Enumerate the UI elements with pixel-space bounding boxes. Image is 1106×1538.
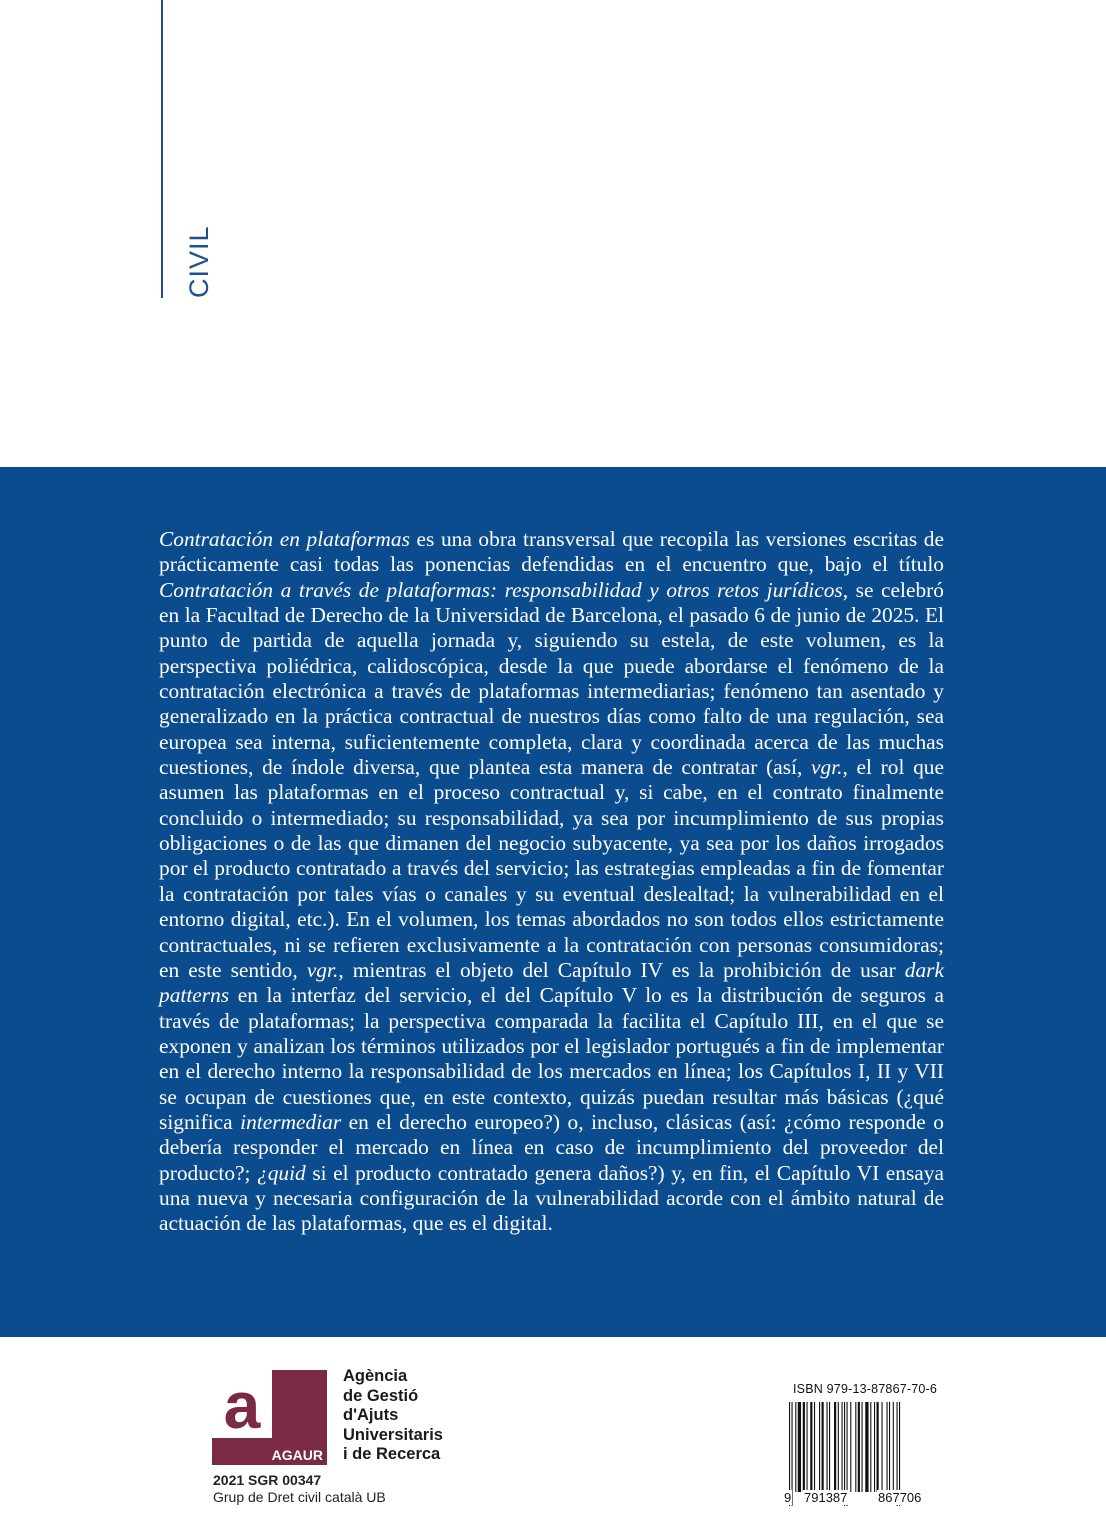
blurb-italic-segment: Contratación en plataformas <box>159 527 410 551</box>
blurb-segment: , mientras el objeto del Capítulo IV es la prohibición de usar <box>338 957 905 982</box>
research-group: Grup de Dret civil català UB <box>213 1489 386 1505</box>
agaur-name <box>343 1367 443 1465</box>
agaur-logo-letter: a <box>223 1370 261 1438</box>
blurb-segment: , se celebró en la Facultad de Derecho de la Universidad de Barcelona, el pasado 6 de junio de 2025. El punto de partida de aquella jornada y, siguiendo su estela, de este volumen, es la perspectiva poliédrica, calidoscópica, desde la que puede abordarse el fenómeno de la contratación electrónica a través de plataformas intermediarias; fenómeno tan asentado y generalizado en la práctica contractual de nuestros días como falto de una regulación, sea europea sea interna, suficientemente completa, clara y coordinada acerca de las muchas cuestiones, de índole diversa, que plantea esta manera de contratar (así, <box>159 577 944 780</box>
barcode-digit-left: 791387 <box>804 1490 848 1505</box>
book-blurb <box>159 527 944 1237</box>
blurb-italic-segment: Contratación a través de plataformas: responsabilidad y otros retos jurídicos <box>159 577 843 602</box>
grant-code: 2021 SGR 00347 <box>213 1472 322 1488</box>
blurb-italic-segment: intermediar <box>240 1109 342 1134</box>
agaur-logo <box>212 1370 327 1465</box>
blurb-segment: en el derecho europeo?) o, incluso, clásicas (así: ¿cómo responde o debería responder el mercado en línea en caso de incumplimiento del proveedor del producto?; <box>159 1109 944 1185</box>
blurb-italic-segment: vgr. <box>811 755 843 780</box>
agaur-name-line: Universitaris <box>343 1425 443 1444</box>
spine-rule <box>161 0 163 298</box>
barcode-digit-lead: 9 <box>784 1490 792 1505</box>
blurb-segment: , el rol que asumen las plataformas en el proceso contractual y, si cabe, en el contrato finalmente concluido o intermediado; su responsabilidad, ya sea por incumplimiento de sus propias obligaciones o de las que dimanen del negocio subyacente, ya sea por los daños irrogados por el producto contratado a través del servicio; las estrategias empleadas a fin de fomentar la contratación por tales vías o canales y su eventual deslealtad; la vulnerabilidad en el entorno digital, etc.). En el volumen, los temas abordados no son todos ellos estrictamente contractuales, ni se refieren exclusivamente a la contratación con personas consumidoras; en este sentido, <box>159 755 944 982</box>
isbn-label: ISBN 979-13-87867-70-6 <box>793 1382 938 1396</box>
blurb-paragraph <box>159 527 944 1237</box>
blurb-italic-segment: dark patterns <box>159 957 944 1008</box>
blurb-segment: si el producto contratado genera daños?) y, en fin, el Capítulo VI ensaya una nueva y necesaria configuración de la vulnerabilidad acorde con el ámbito natural de actuación de las plataformas, que es el digital. <box>159 1160 944 1236</box>
blurb-italic-segment: ¿quid <box>257 1160 306 1185</box>
blurb-segment: en la interfaz del servicio, el del Capítulo V lo es la distribución de seguros a través de plataformas; la perspectiva comparada la facilita el Capítulo III, en el que se exponen y analizan los términos utilizados por el legislador portugués a fin de implementar en el derecho interno la responsabilidad de los mercados en línea; los Capítulos I, II y VII se ocupan de cuestiones que, en este contexto, quizás puedan resultar más básicas (¿qué significa <box>159 983 944 1134</box>
barcode-digits <box>783 1490 943 1508</box>
blurb-italic-segment: vgr. <box>306 957 339 982</box>
agaur-name-line: i de Recerca <box>343 1445 441 1463</box>
blurb-segment: es una obra transversal que recopila las versiones escritas de prácticamente casi todas las ponencias defendidas en el encuentro que, bajo el título <box>159 527 945 577</box>
agaur-letter-a-icon <box>212 1370 272 1438</box>
agaur-name-line: d'Ajuts <box>343 1406 399 1424</box>
barcode-digit-right: 867706 <box>878 1490 922 1505</box>
agaur-abbreviation: AGAUR <box>271 1447 323 1463</box>
agaur-name-line: de Gestió <box>343 1386 419 1405</box>
collection-label: CIVIL <box>184 225 214 298</box>
agaur-name-line: Agència <box>343 1367 408 1385</box>
